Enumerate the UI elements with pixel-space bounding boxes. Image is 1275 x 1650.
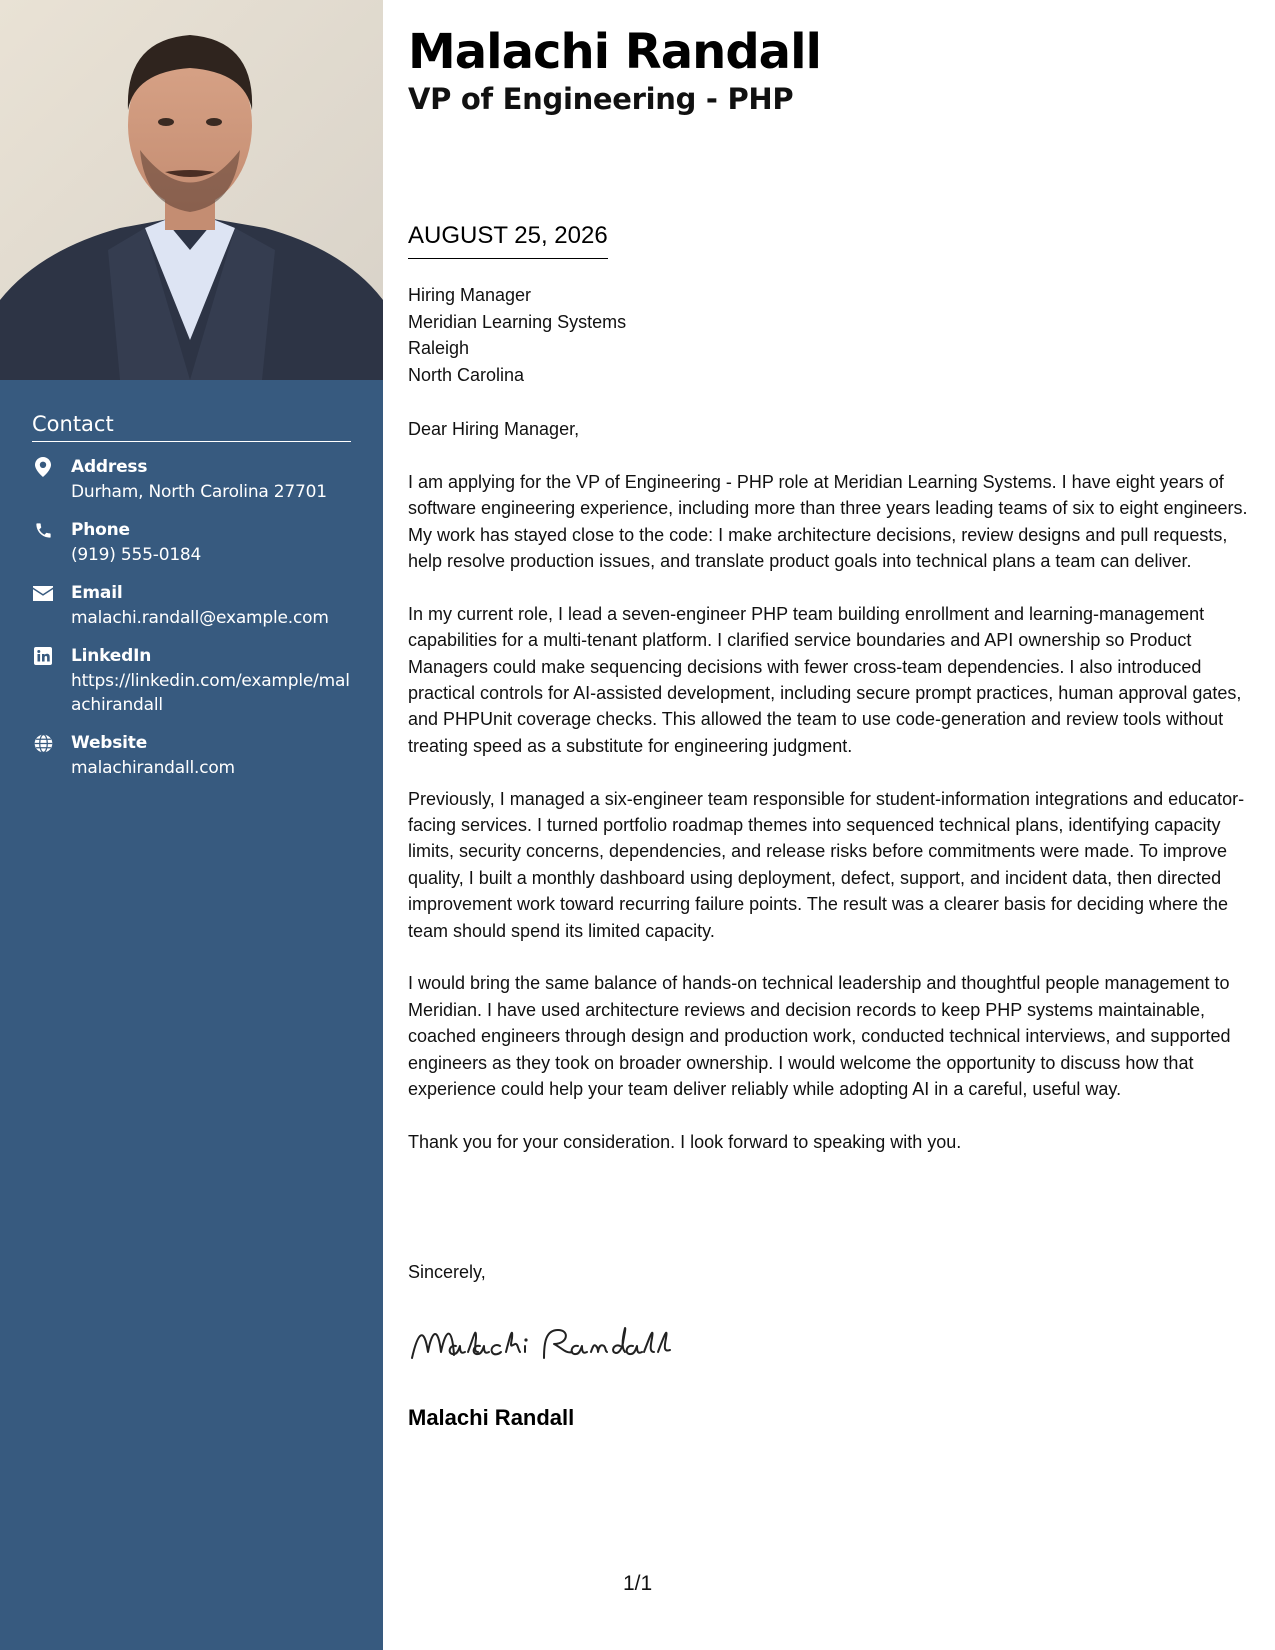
sidebar (0, 0, 383, 1650)
page-number: 1/1 (623, 1572, 653, 1595)
contact-label: Email (71, 583, 123, 603)
letter-body (408, 416, 1250, 1182)
closing: Sincerely, (408, 1262, 486, 1282)
contact-address (32, 455, 351, 504)
contact-label: LinkedIn (71, 646, 152, 666)
job-title: VP of Engineering - PHP (408, 82, 794, 116)
letter-paragraph: Previously, I managed a six-engineer team responsible for student-information integrations and educator-facing services. I turned portfolio roadmap themes into sequenced technical plans, identifying capacity limits, security concerns, dependencies, and release risks before commitments were made. To improve quality, I built a monthly dashboard using deployment, defect, support, and incident data, then directed improvement work toward recurring failure points. The result was a clearer basis for deciding where the team should spend its limited capacity. (408, 788, 1245, 941)
recipient-block (408, 282, 626, 388)
salutation: Dear Hiring Manager, (408, 419, 580, 439)
envelope-icon (32, 582, 54, 604)
letter-paragraph: In my current role, I lead a seven-engineer PHP team building enrollment and learning-management capabilities for a multi-tenant platform. I clarified service boundaries and API ownership so Product Managers could make sequencing decisions with fewer cross-team dependencies. I also introduced practical controls for AI-assisted development, including secure prompt practices, human approval gates, and PHPUnit coverage checks. This allowed the team to use code-generation and review tools without treating speed as a substitute for engineering judgment. (408, 603, 1242, 756)
contact-phone (32, 518, 351, 567)
contact-value: (919) 555-0184 (71, 545, 202, 565)
contact-label: Address (71, 457, 148, 477)
contact-website (32, 731, 351, 780)
contact-linkedin (32, 644, 351, 717)
website-link[interactable]: malachirandall.com (71, 758, 235, 778)
linkedin-link[interactable]: https://linkedin.com/example/malachirandall (71, 671, 350, 715)
recipient-line: North Carolina (408, 364, 525, 385)
letter-paragraph: I would bring the same balance of hands-on technical leadership and thoughtful people management to Meridian. I have used architecture reviews and decision records to keep PHP systems maintainable, coached engineers through design and production work, conducted technical interviews, and supported engineers as they took on broader ownership. I would welcome the opportunity to discuss how that experience could help your team deliver reliably while adopting AI in a careful, useful way. (408, 973, 1231, 1100)
profile-photo (0, 0, 383, 380)
contact-heading: Contact (32, 412, 351, 442)
contact-label: Phone (71, 520, 130, 540)
email-link[interactable]: malachi.randall@example.com (71, 608, 329, 628)
contact-section (32, 412, 351, 780)
letter-paragraph: Thank you for your consideration. I look forward to speaking with you. (408, 1131, 962, 1152)
letter-date: AUGUST 25, 2026 (408, 222, 608, 259)
linkedin-icon (32, 645, 54, 667)
recipient-line: Meridian Learning Systems (408, 311, 627, 332)
location-pin-icon (32, 456, 54, 478)
phone-icon (32, 519, 54, 541)
contact-value: Durham, North Carolina 27701 (71, 482, 327, 502)
contact-email (32, 581, 351, 630)
applicant-name: Malachi Randall (408, 24, 821, 80)
letter-paragraph: I am applying for the VP of Engineering - PHP role at Meridian Learning Systems. I have eight years of software engineering experience, including more than three years leading teams of six to eight engineers. My work has stayed close to the code: I make architecture decisions, review designs and pull requests, help resolve production issues, and translate product goals into technical plans a team can deliver. (408, 471, 1248, 572)
handwritten-signature (408, 1322, 678, 1364)
recipient-line: Raleigh (408, 338, 470, 358)
recipient-line: Hiring Manager (408, 285, 532, 305)
contact-label: Website (71, 733, 148, 753)
signed-name: Malachi Randall (408, 1405, 575, 1430)
globe-icon (32, 732, 54, 754)
